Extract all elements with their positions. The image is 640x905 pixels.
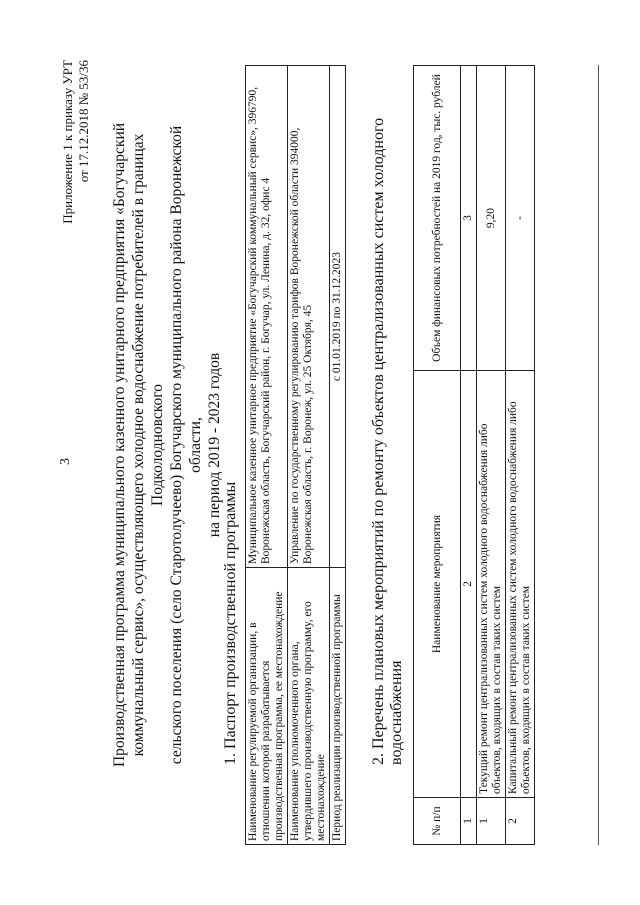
- page-number: 3: [58, 458, 73, 465]
- page-edge-line: [598, 65, 599, 845]
- appendix-note: [60, 60, 92, 360]
- passport-label: Наименование регулируемой организации, в отношении которой разрабатывается производственная программа, ее местонахождение: [246, 568, 288, 845]
- table-row: [246, 66, 288, 845]
- measure-name: Текущий ремонт централизованных систем холодного водоснабжения либо объектов, входящих в состав таких систем: [477, 371, 506, 798]
- appendix-line-1: Приложение 1 к приказу УРТ: [60, 60, 75, 224]
- appendix-line-2: от 17.12.2018 № 53/36: [76, 60, 91, 183]
- passport-label: Наименование уполномоченного органа, утвердившего производственную программу, его местонахождение: [288, 568, 330, 845]
- table-header-row: [414, 66, 461, 845]
- measure-name: Капитальный ремонт централизованных систем холодного водоснабжения либо объектов, входящих в состав таких систем: [506, 371, 535, 798]
- section-1-heading: 1. Паспорт производственной программы: [222, 481, 239, 765]
- measure-value: 9,20: [477, 66, 506, 371]
- passport-value: Управление по государственному регулированию тарифов Воронежской области 394000, Воронежская область, г. Воронеж, ул. 25 Октября, 45: [288, 66, 330, 568]
- section-2-heading: 2. Перечень плановых мероприятий по ремонту объектов централизованных систем холодного водоснабжения: [370, 117, 405, 765]
- column-index: 3: [461, 66, 477, 371]
- passport-value: Муниципальное казенное унитарное предприятие «Богучарский коммунальный сервис», 396790, Воронежская область, Богучарский район, г. Богучар, ул. Ленина, д. 32, офис 4: [246, 66, 288, 568]
- table-index-row: [461, 66, 477, 845]
- table-row: [288, 66, 330, 845]
- passport-table: [245, 65, 346, 845]
- title-line-1: Производственная программа муниципального казенного унитарного предприятия «Богучарский: [111, 122, 128, 768]
- column-header-number: № п/п: [414, 798, 461, 845]
- row-number: 1: [477, 798, 506, 845]
- column-index: 2: [461, 371, 477, 798]
- column-header-name: Наименование мероприятия: [414, 371, 461, 798]
- table-row: [506, 66, 535, 845]
- passport-value: с 01.01.2019 по 31.12.2023: [330, 66, 346, 568]
- column-header-volume: Объем финансовых потребностей на 2019 год, тыс. рублей: [414, 66, 461, 371]
- measures-table: [413, 65, 535, 845]
- title-line-3: сельского поселения (село Старотолучеево) Богучарского муниципального района Воронежской области,: [168, 125, 204, 765]
- table-row: [330, 66, 346, 845]
- column-index: 1: [461, 798, 477, 845]
- row-number: 2: [506, 798, 535, 845]
- passport-label: Период реализации производственной программы: [330, 568, 346, 845]
- document-title: [110, 105, 224, 785]
- table-row: [477, 66, 506, 845]
- measure-value: -: [506, 66, 535, 371]
- title-line-2: коммунальный сервис», осуществляющего холодное водоснабжение потребителей в границах Подколодновского: [130, 133, 166, 757]
- title-line-4: на период 2019 - 2023 годов: [206, 352, 223, 538]
